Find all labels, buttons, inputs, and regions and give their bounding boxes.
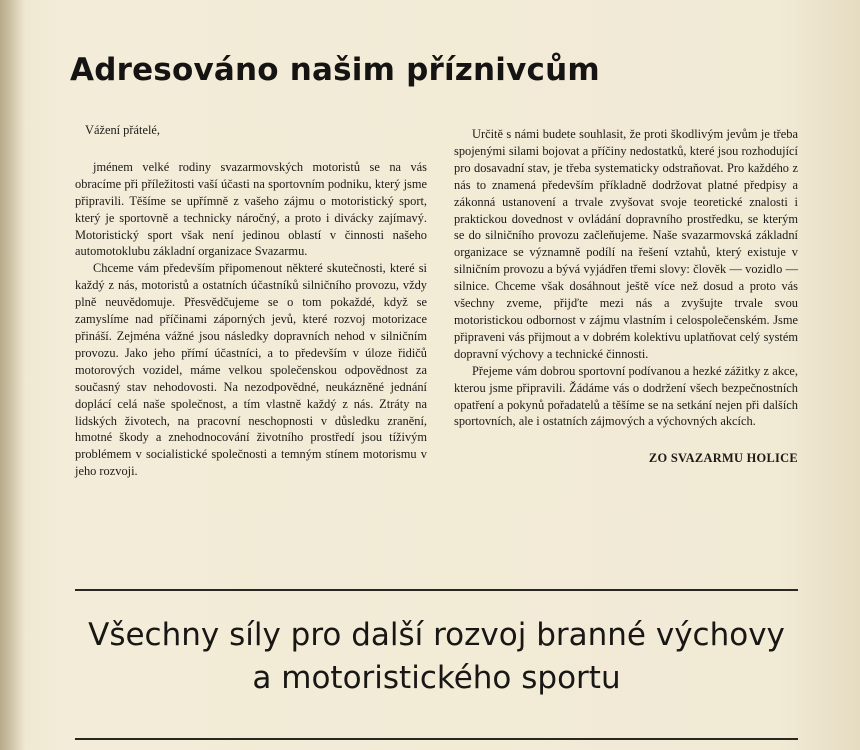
letter-paragraph: Přejeme vám dobrou sportovní podívanou a hezké zážitky z akce, kterou jsme připravili. Žádáme vás o dodržení všech bezpečnostních opatření a pokynů pořadatelů a těšíme se na setkání nejen při dalších sportovních, ale i ostatních zájmových a výchovných akcích. (454, 363, 798, 429)
letter-paragraph: Chceme vám především připomenout některé skutečnosti, které si každý z nás, motoristů a ostatních účastníků silničního provozu, vždy plně neuvědomuje. Přesvědčujeme se o tom pokaždé, když se zamyslíme nad příčinami záporných jevů, které rozvoj motorizace přináší. Zejména vážné jsou následky dopravních nehod v silničním provozu. Jako jeho přímí účastníci, a to především v úloze řidičů motorových vozidel, máme velkou společenskou odpovědnost za současný stav nehodovosti. Na nezodpovědné, neukázněné jednání doplácí celá naše společnost, a tím vlastně každý z nás. Ztráty na lidských životech, na pracovní neschopnosti v důsledku zranění, hmotné škody a znehodnocování životního prostředí jsou tíživým problémem v socialistické společnosti a temným stínem motorismu v jeho rozvoji. (75, 261, 427, 479)
section-subheadline: Všechny síly pro další rozvoj branné výchovy a motoristického sportu (88, 617, 785, 696)
divider-rule-bottom (75, 738, 798, 740)
letter-greeting: Vážení přátelé, (85, 123, 160, 137)
letter-signature: ZO SVAZARMU HOLICE (648, 451, 798, 466)
letter-column-right (454, 126, 798, 467)
divider-rule-top (75, 589, 798, 591)
letter-column-left (75, 122, 427, 480)
page-headline: Adresováno našim příznivcům (70, 52, 600, 88)
binding-shadow (0, 0, 24, 750)
letter-paragraph: Určitě s námi budete souhlasit, že proti škodlivým jevům je třeba spojenými silami bojovat a příčiny nedostatků, které jsou rozhodující pro dosavadní stav, je třeba systematicky odstraňovat. Pro každého z nás to znamená především příkladně dodržovat platné předpisy a zákonná ustanovení a trvale zvyšovat svoje teoretické znalosti i praktickou dovednost v ovládání dopravního prostředku, se kterým se do silničního provozu začleňujeme. Naše svazarmovská základní organizace se významně podílí na řešení vztahů, který existuje v silničním provozu a bývá vyjádřen třemi slovy: člověk — vozidlo — silnice. Chceme však dosáhnout ještě více než dosud a proto vás všechny zveme, přijďte mezi nás a zvyšujte trvale svou motoristickou odbornost v zájmu vlastním i celospolečenském. Jsme připraveni vás přijmout a v dobrém kolektivu uplatňovat celý systém dopravní výchovy a technické činnosti. (454, 127, 798, 361)
letter-paragraph: jménem velké rodiny svazarmovských motoristů se na vás obracíme při příležitosti vaší účasti na sportovním podniku, který jsme připravili. Těšíme se upřímně z vašeho zájmu o motoristický sport, který je sportovně a technicky náročný, a proto i divácky zajímavý. Motoristický sport však není jedinou oblastí v činnosti našeho automotoklubu základní organizace Svazarmu. (75, 159, 427, 259)
